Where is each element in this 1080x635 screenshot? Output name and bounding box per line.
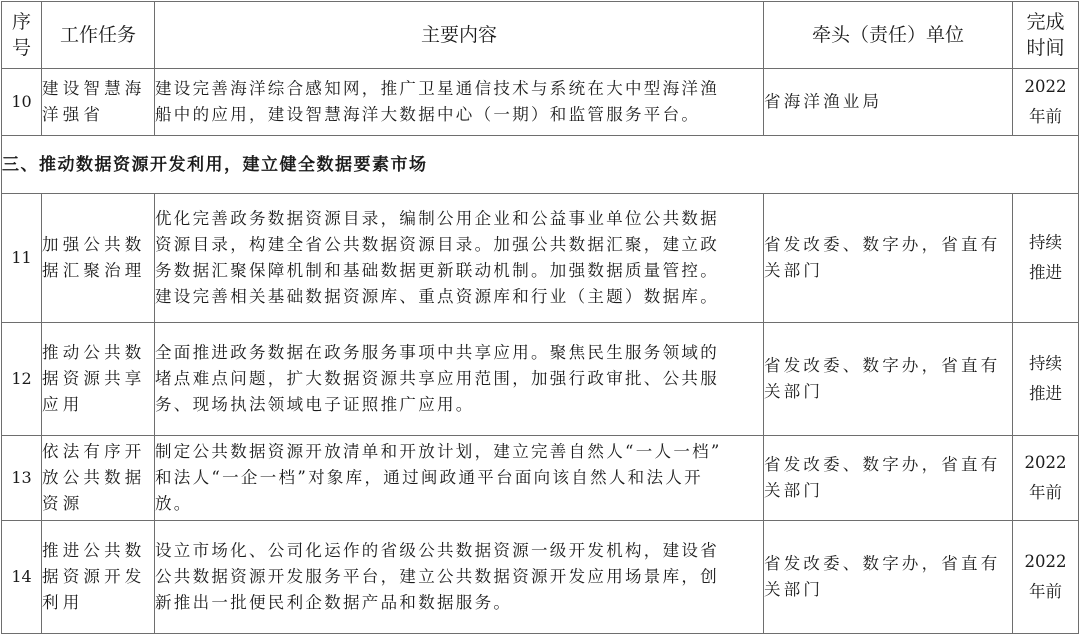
row-unit: 省发改委、数字办，省直有 关部门 — [764, 323, 1013, 436]
row-time: 2022 年前 — [1013, 69, 1079, 136]
table-row — [2, 194, 1079, 323]
row-content: 制定公共数据资源开放清单和开放计划，建立完善自然人“一人一档” 和法人“一企一档”对象库，通过闽政通平台面向该自然人和法人开 放。 — [155, 436, 764, 521]
row-time: 2022 年前 — [1013, 436, 1079, 521]
table-row — [2, 436, 1079, 521]
row-number: 11 — [2, 194, 42, 323]
row-task: 推进公共数 据资源开发 利用 — [42, 521, 155, 634]
row-task: 建设智慧海 洋强省 — [42, 69, 155, 136]
header-content: 主要内容 — [155, 2, 764, 69]
row-number: 12 — [2, 323, 42, 436]
row-unit: 省海洋渔业局 — [764, 69, 1013, 136]
row-content: 优化完善政务数据资源目录，编制公用企业和公益事业单位公共数据 资源目录，构建全省公共数据资源目录。加强公共数据汇聚，建立政 务数据汇聚保障机制和基础数据更新联动机制。加强数据质量管控。 建设完善相关基础数据资源库、重点资源库和行业（主题）数据库。 — [155, 194, 764, 323]
header-task: 工作任务 — [42, 2, 155, 69]
table-row — [2, 323, 1079, 436]
row-unit: 省发改委、数字办，省直有 关部门 — [764, 194, 1013, 323]
header-no: 序 号 — [2, 2, 42, 69]
task-table — [1, 1, 1079, 634]
header-time: 完成 时间 — [1013, 2, 1079, 69]
row-number: 13 — [2, 436, 42, 521]
row-time: 持续 推进 — [1013, 194, 1079, 323]
row-number: 10 — [2, 69, 42, 136]
row-task: 加强公共数 据汇聚治理 — [42, 194, 155, 323]
table-row — [2, 69, 1079, 136]
section-row — [2, 136, 1079, 194]
row-task: 依法有序开 放公共数据 资源 — [42, 436, 155, 521]
row-unit: 省发改委、数字办，省直有 关部门 — [764, 436, 1013, 521]
row-content: 建设完善海洋综合感知网，推广卫星通信技术与系统在大中型海洋渔 船中的应用，建设智慧海洋大数据中心（一期）和监管服务平台。 — [155, 69, 764, 136]
row-time: 2022 年前 — [1013, 521, 1079, 634]
table-header-row — [2, 2, 1079, 69]
row-task: 推动公共数 据资源共享 应用 — [42, 323, 155, 436]
row-number: 14 — [2, 521, 42, 634]
table-row — [2, 521, 1079, 634]
row-content: 全面推进政务数据在政务服务事项中共享应用。聚焦民生服务领域的 堵点难点问题，扩大数据资源共享应用范围，加强行政审批、公共服 务、现场执法领域电子证照推广应用。 — [155, 323, 764, 436]
row-time: 持续 推进 — [1013, 323, 1079, 436]
header-unit: 牵头（责任）单位 — [764, 2, 1013, 69]
row-unit: 省发改委、数字办，省直有 关部门 — [764, 521, 1013, 634]
section-title: 三、推动数据资源开发利用，建立健全数据要素市场 — [2, 136, 1079, 194]
row-content: 设立市场化、公司化运作的省级公共数据资源一级开发机构，建设省 公共数据资源开发服务平台，建立公共数据资源开发应用场景库，创 新推出一批便民利企数据产品和数据服务。 — [155, 521, 764, 634]
